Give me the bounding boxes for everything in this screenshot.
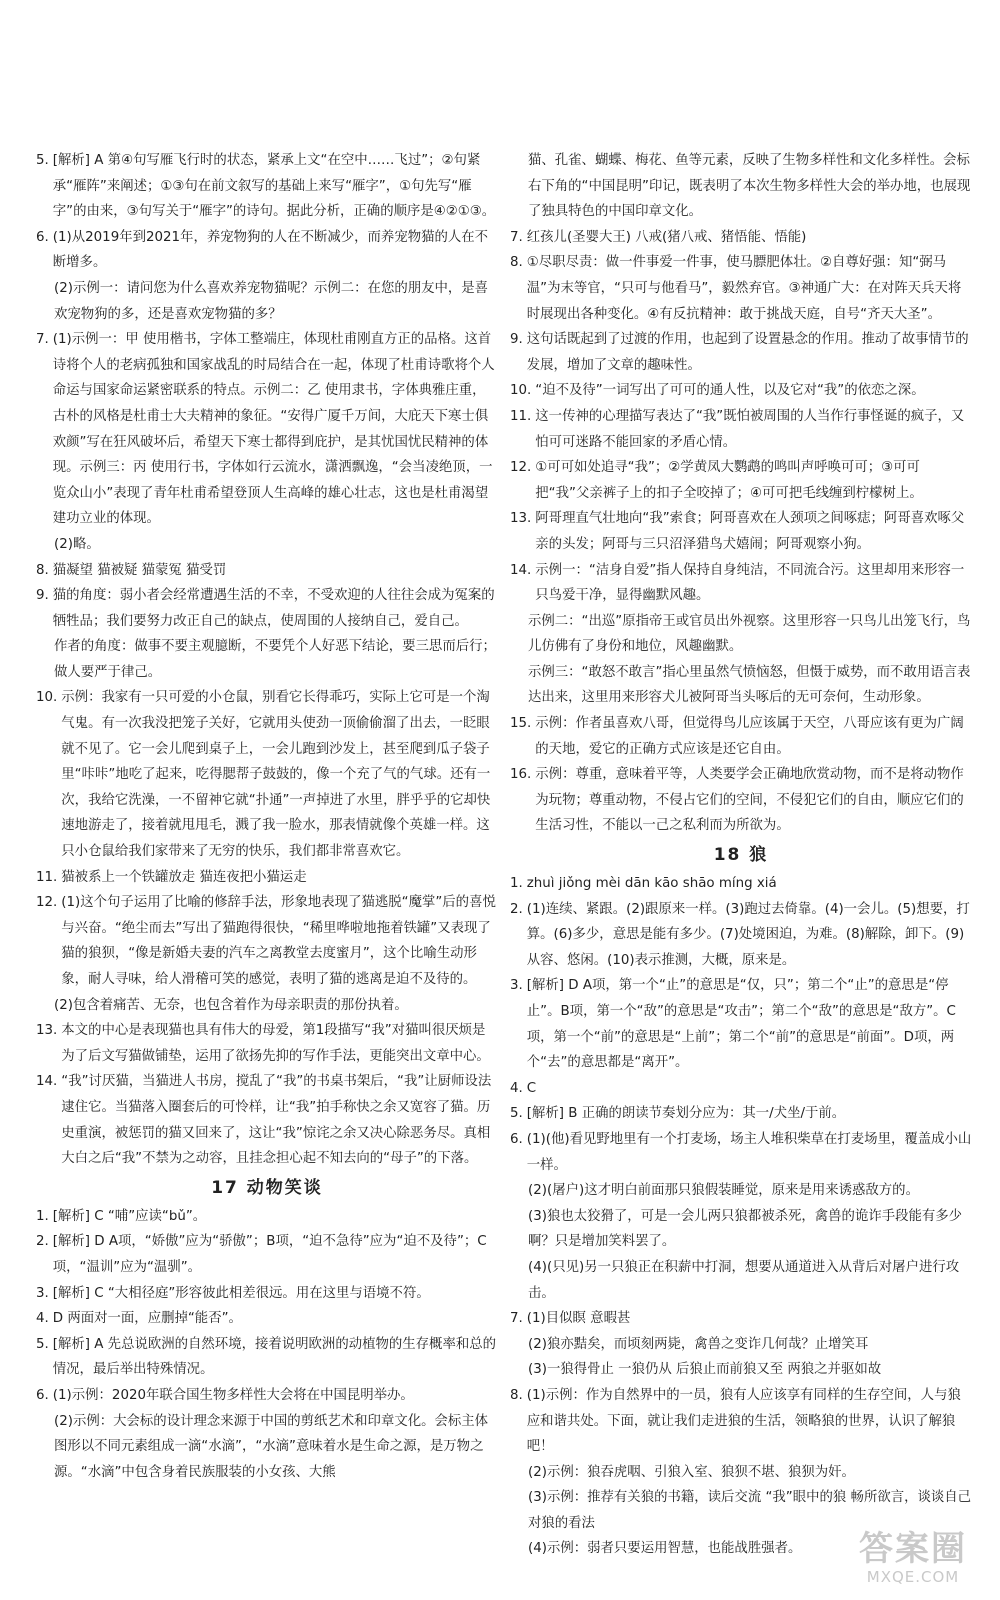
- answer-item: [510, 609, 972, 660]
- answer-text: ①尽职尽责：做一件事爱一件事，使马膘肥体壮。②自尊好强：知“弼马温”为末等官，“只可与他看马”，毅然弃官。③神通广大：在对阵天兵天将时展现出各种变化。④有反抗精神：敢于挑战天庭，自号“齐天大圣”。: [526, 255, 962, 322]
- answer-text: (2)狼亦黠矣，而顷刻两毙，禽兽之变诈几何哉？止增笑耳: [528, 1336, 869, 1352]
- answer-text: [解析] A 先总说欧洲的自然环境，接着说明欧洲的动植物的生存概率和总的情况，最后举出特殊情况。: [52, 1336, 497, 1378]
- answer-item: [510, 148, 972, 225]
- answer-text: 红孩儿(圣婴大王) 八戒(猪八戒、猪悟能、悟能): [526, 229, 807, 245]
- answer-text: [解析] B 正确的朗读节奏划分应为：其一/犬坐/于前。: [526, 1106, 846, 1122]
- answer-number: 9.: [510, 332, 523, 348]
- answer-number: 6.: [36, 229, 49, 245]
- answer-item: [510, 1178, 972, 1204]
- answer-number: 6.: [510, 1131, 523, 1147]
- answer-item: [36, 532, 498, 558]
- answer-text: [解析] C “哺”应读“bǔ”。: [52, 1208, 207, 1224]
- answer-item: [510, 1460, 972, 1486]
- answer-item: [510, 1127, 972, 1178]
- answer-text: [解析] A 第④句写雁飞行时的状态，紧承上文“在空中……飞过”；②句紧承“雁阵”来阐述；①③句在前文叙写的基础上来写“雁字”，①句先写“雁字”的由来，③句写关于“雁字”的诗句。据此分析，正确的顺序是④②①③。: [52, 153, 496, 220]
- answer-text: D 两面对一面，应删掉“能否”。: [52, 1311, 242, 1327]
- answer-number: 10.: [36, 690, 58, 706]
- answer-number: 12.: [510, 460, 532, 476]
- answer-number: 14.: [510, 562, 532, 578]
- answer-text: 示例：作者虽喜欢八哥，但觉得鸟儿应该属于天空，八哥应该有更为广阔的天地，爱它的正确方式应该是还它自由。: [535, 716, 964, 757]
- answer-number: 2.: [510, 901, 523, 917]
- answer-item: [510, 1101, 972, 1127]
- answer-number: 13.: [510, 511, 532, 527]
- answer-item: [510, 378, 972, 404]
- answer-number: 5.: [510, 1106, 523, 1122]
- answer-text: (1)(他)看见野地里有一个打麦场，场主人堆积柴草在打麦场里，覆盖成小山一样。: [526, 1131, 972, 1173]
- answer-text: (3)一狼得骨止 一狼仍从 后狼止而前狼又至 两狼之并驱如故: [528, 1362, 882, 1378]
- answer-item: [36, 1281, 498, 1307]
- answer-item: [510, 897, 972, 974]
- answer-item: [510, 558, 972, 609]
- answer-number: 5.: [36, 153, 49, 168]
- answer-number: 11.: [510, 408, 532, 424]
- left-column: [36, 148, 498, 1485]
- answer-item: [510, 1204, 972, 1255]
- answer-number: 4.: [36, 1311, 49, 1327]
- answer-item: [510, 762, 972, 839]
- answer-item: [36, 1306, 498, 1332]
- answer-text: [解析] D A项，第一个“止”的意思是“仅，只”；第二个“止”的意思是“停止”。B项，第一个“敌”的意思是“攻击”；第二个“敌”的意思是“敌方”。C项，第一个“前”的意思是“上前”；第二个“前”的意思是“前面”。D项，两个“去”的意思都是“离开”。: [526, 978, 956, 1071]
- answer-text: (2)示例一：请问您为什么喜欢养宠物猫呢？示例二：在您的朋友中，是喜欢宠物狗的多，还是喜欢宠物猫的多？: [54, 280, 489, 322]
- answer-text: 示例：尊重，意味着平等，人类要学会正确地欣赏动物，而不是将动物作为玩物；尊重动物，不侵占它们的空间，不侵犯它们的自由，顺应它们的生活习性，不能以一己之私利而为所欲为。: [535, 767, 964, 834]
- answer-text: 示例：我家有一只可爱的小仓鼠，别看它长得乖巧，实际上它可是一个淘气鬼。有一次我没把笼子关好，它就用头使劲一顶偷偷溜了出去，一眨眼就不见了。它一会儿爬到桌子上，一会儿跑到沙发上，甚至爬到瓜子袋子里“咔咔”地吃了起来，吃得腮帮子鼓鼓的，像一个充了气的气球。还有一次，我给它洗澡，一不留神它就“扑通”一声掉进了水里，胖乎乎的它却快速地游走了，接着就甩甩毛，溅了我一脸水，那表情就像个英雄一样。这只小仓鼠给我们家带来了无穷的快乐，我们都非常喜欢它。: [61, 690, 491, 860]
- answer-item: [36, 993, 498, 1019]
- answer-text: (1)连续、紧跟。(2)跟原来一样。(3)跑过去倚靠。(4)一会儿。(5)想要，打算。(6)多少，意思是能有多少。(7)处境困迫，为难。(8)解除，卸下。(9)从容、悠闲。(10)表示推测，大概，原来是。: [526, 901, 970, 968]
- answer-number: 12.: [36, 895, 58, 911]
- answer-text: (1)示例：作为自然界中的一员，狼有人应该享有同样的生存空间，人与狼应和谐共处。下面，就让我们走进狼的生活，领略狼的世界，认识了解狼吧！: [526, 1387, 961, 1455]
- section-heading: 18 狼: [713, 845, 769, 866]
- answer-text: (1)示例：2020年联合国生物多样性大会将在中国昆明举办。: [52, 1387, 414, 1403]
- answer-text: 猫、孔雀、蝴蝶、梅花、鱼等元素，反映了生物多样性和文化多样性。会标右下角的“中国昆明”印记，既表明了本次生物多样性大会的举办地，也展现了独具特色的中国印章文化。: [528, 153, 971, 220]
- answer-number: 3.: [36, 1285, 49, 1301]
- answer-item: [36, 1383, 498, 1409]
- answer-item: [36, 865, 498, 891]
- answer-text: (4)示例：弱者只要运用智慧，也能战胜强者。: [528, 1541, 802, 1557]
- answer-item: [510, 506, 972, 557]
- answer-item: [36, 1332, 498, 1383]
- answer-item: [36, 276, 498, 327]
- answer-text: “我”讨厌猫，当猫进人书房，搅乱了“我”的书桌书架后，“我”让厨师设法逮住它。当猫落入圈套后的可怜样，让“我”拍手称快之余又宽容了猫。历史重演，被惩罚的猫又回来了，这让“我”惊诧之余又决心除恶务尽。真相大白之后“我”不禁为之动容，且挂念担心起不知去向的“母子”的下落。: [61, 1074, 492, 1167]
- answer-text: [解析] D A项，“娇傲”应为“骄傲”；B项，“迫不急待”应为“迫不及待”；C项，“温训”应为“温驯”。: [52, 1234, 487, 1275]
- answer-text: (1)目似瞑 意暇甚: [526, 1311, 631, 1327]
- answer-item: [36, 1229, 498, 1280]
- answer-item: [510, 1357, 972, 1383]
- answer-number: 2.: [36, 1234, 49, 1250]
- answer-item: [510, 1332, 972, 1358]
- answer-text: (2)示例：大会标的设计理念来源于中国的剪纸艺术和印章文化。会标主体图形以不同元素组成一滴“水滴”，“水滴”意味着水是生命之源，是万物之源。“水滴”中包含身着民族服装的小女孩、大熊: [54, 1413, 489, 1480]
- answer-number: 14.: [36, 1074, 58, 1090]
- answer-text: (2)示例：狼吞虎咽、引狼入室、狼狈不堪、狼狈为奸。: [528, 1464, 855, 1480]
- answer-text: C: [526, 1080, 537, 1096]
- answer-item: [36, 1069, 498, 1171]
- answer-number: 10.: [510, 383, 532, 399]
- answer-number: 5.: [36, 1336, 49, 1352]
- answer-text: 作者的角度：做事不要主观臆断，不要凭个人好恶下结论，要三思而后行；做人要严于律己。: [54, 639, 496, 680]
- answer-number: 8.: [510, 1387, 523, 1403]
- answer-text: 这一传神的心理描写表达了“我”既怕被周围的人当作行事怪诞的疯子，又怕可可迷路不能回家的矛盾心情。: [535, 408, 965, 450]
- answer-number: 7.: [510, 1311, 523, 1327]
- answer-text: 本文的中心是表现猫也具有伟大的母爱，第1段描写“我”对猫叫很厌烦是为了后文写猫做铺垫，运用了欲扬先抑的写作手法，更能突出文章中心。: [61, 1023, 490, 1064]
- answer-item: [36, 148, 498, 225]
- answer-text: zhuì jiǒng mèi dān kāo shāo míng xiá: [526, 876, 777, 892]
- answer-number: 7.: [510, 229, 523, 245]
- answer-item: [510, 1255, 972, 1306]
- answer-text: 猫被系上一个铁罐放走 猫连夜把小猫运走: [61, 869, 307, 885]
- answer-item: [510, 1383, 972, 1460]
- answer-number: 3.: [510, 978, 523, 994]
- answer-item: [510, 660, 972, 711]
- watermark-site-text: MXQE.COM: [866, 1568, 960, 1586]
- answer-item: [36, 558, 498, 584]
- answer-text: (3)狼也太狡猾了，可是一会儿两只狼都被杀死，禽兽的诡诈手段能有多少啊？只是增加笑料罢了。: [528, 1208, 963, 1250]
- section-heading: 17 动物笑谈: [211, 1177, 323, 1198]
- answer-item: [510, 327, 972, 378]
- answer-text: (1)从2019年到2021年，养宠物狗的人在不断减少，而养宠物猫的人在不断增多。: [52, 229, 489, 271]
- answer-item: [510, 973, 972, 1075]
- answer-text: (4)(只见)另一只狼正在积薪中打洞，想要从通道进入从背后对屠户进行攻击。: [528, 1259, 960, 1301]
- answer-number: 8.: [36, 562, 49, 578]
- answer-item: [510, 871, 972, 897]
- answer-text: 阿哥理直气壮地向“我”索食；阿哥喜欢在人颈项之间啄痣；阿哥喜欢啄父亲的头发；阿哥与三只沼泽猎鸟犬嬉闹；阿哥观察小狗。: [535, 511, 965, 552]
- answer-number: 8.: [510, 255, 523, 271]
- answer-text: 这句话既起到了过渡的作用，也起到了设置悬念的作用。推动了故事情节的发展，增加了文章的趣味性。: [526, 332, 969, 373]
- answer-item: [36, 1018, 498, 1069]
- answer-text: 示例一：“洁身自爱”指人保持自身纯洁，不同流合污。这里却用来形容一只鸟爱干净，显得幽默风趣。: [535, 562, 965, 604]
- answer-text: 示例二：“出巡”原指帝王或官员出外视察。这里形容一只鸟儿出笼飞行，鸟儿仿佛有了身份和地位，风趣幽默。: [528, 613, 971, 655]
- answer-text: (1)这个句子运用了比喻的修辞手法，形象地表现了猫逃脱“魔掌”后的喜悦与兴奋。“绝尘而去”写出了猫跑得很快，“稀里哗啦地拖着铁罐”又表现了猫的狼狈，“像是新婚夫妻的汽车之离教堂去度蜜月”，这个比喻生动形象，耐人寻味，给人滑稽可笑的感觉，表明了猫的逃离是迫不及待的。: [61, 895, 496, 987]
- answer-item: [510, 404, 972, 455]
- answer-text: (3)示例：推荐有关狼的书籍，读后交流 “我”眼中的狼 畅所欲言，谈谈自己对狼的看法: [528, 1490, 972, 1531]
- answer-number: 7.: [36, 332, 49, 348]
- answer-item: [36, 685, 498, 864]
- answer-text: 猫凝望 猫被疑 猫蒙冤 猫受罚: [52, 562, 227, 578]
- answer-text: [解析] C “大相径庭”形容彼此相差很远。用在这里与语境不符。: [52, 1285, 430, 1301]
- watermark-logo: [848, 1530, 978, 1586]
- answer-number: 15.: [510, 716, 532, 732]
- answer-number: 16.: [510, 767, 532, 783]
- right-column: [510, 148, 972, 1562]
- answer-item: [510, 711, 972, 762]
- answer-number: 6.: [36, 1387, 49, 1403]
- answer-item: [510, 455, 972, 506]
- answer-item: [36, 327, 498, 532]
- answer-item: [36, 634, 498, 685]
- answer-item: [510, 1076, 972, 1102]
- answer-number: 11.: [36, 869, 58, 885]
- answer-item: [36, 1409, 498, 1486]
- answer-text: (2)(屠户)这才明白前面那只狼假装睡觉，原来是用来诱惑敌方的。: [528, 1183, 919, 1199]
- answer-number: 1.: [36, 1208, 49, 1224]
- answer-text: (2)包含着痛苦、无奈，也包含着作为母亲职责的那份执着。: [54, 997, 408, 1013]
- answer-item: [36, 890, 498, 992]
- answer-item: [510, 1306, 972, 1332]
- answer-number: 13.: [36, 1023, 58, 1039]
- answer-item: [36, 583, 498, 634]
- answer-text: 猫的角度：弱小者会经常遭遇生活的不幸，不受欢迎的人往往会成为冤案的牺牲品；我们要努力改正自己的缺点，使周围的人接纳自己，爱自己。: [52, 588, 495, 629]
- answer-text: “迫不及待”一词写出了可可的通人性，以及它对“我”的依恋之深。: [535, 383, 925, 399]
- answer-number: 4.: [510, 1080, 523, 1096]
- answer-item: [36, 225, 498, 276]
- answer-number: 9.: [36, 588, 49, 604]
- answer-text: (2)略。: [54, 536, 100, 552]
- answer-number: 1.: [510, 876, 523, 892]
- answer-item: [510, 225, 972, 251]
- watermark-logo-text: 答案圈: [859, 1529, 967, 1569]
- answer-text: 示例三：“敢怒不敢言”指心里虽然气愤恼怒，但慑于威势，而不敢用语言表达出来，这里用来形容犬儿被阿哥当头啄后的无可奈何，生动形象。: [528, 664, 971, 706]
- answer-text: ①可可如处追寻“我”；②学黄凤大鹦鹉的鸣叫声呼唤可可；③可可把“我”父亲裤子上的扣子全咬掉了；④可可把毛线缠到柠檬树上。: [535, 460, 923, 501]
- answer-text: (1)示例一：甲 使用楷书，字体工整端庄，体现杜甫刚直方正的品格。这首诗将个人的老病孤独和国家战乱的时局结合在一起，体现了杜甫诗歌将个人命运与国家命运紧密联系的特点。示例二：乙 使用隶书，字体典雅庄重，古朴的风格是杜甫士大夫精神的象征。“安得广厦千万间，大庇天下寒士俱欢颜”写在狂风破坏后，希望天下寒士都得到庇护，是其忧国忧民精神的体现。示例三：丙 使用行书，字体如行云流水，潇洒飘逸，“会当凌绝顶，一览众山小”表现了青年杜甫希望登顶人生高峰的雄心壮志，这也是杜甫渴望建功立业的体现。: [52, 332, 495, 527]
- answer-item: [510, 250, 972, 327]
- answer-item: [36, 1204, 498, 1230]
